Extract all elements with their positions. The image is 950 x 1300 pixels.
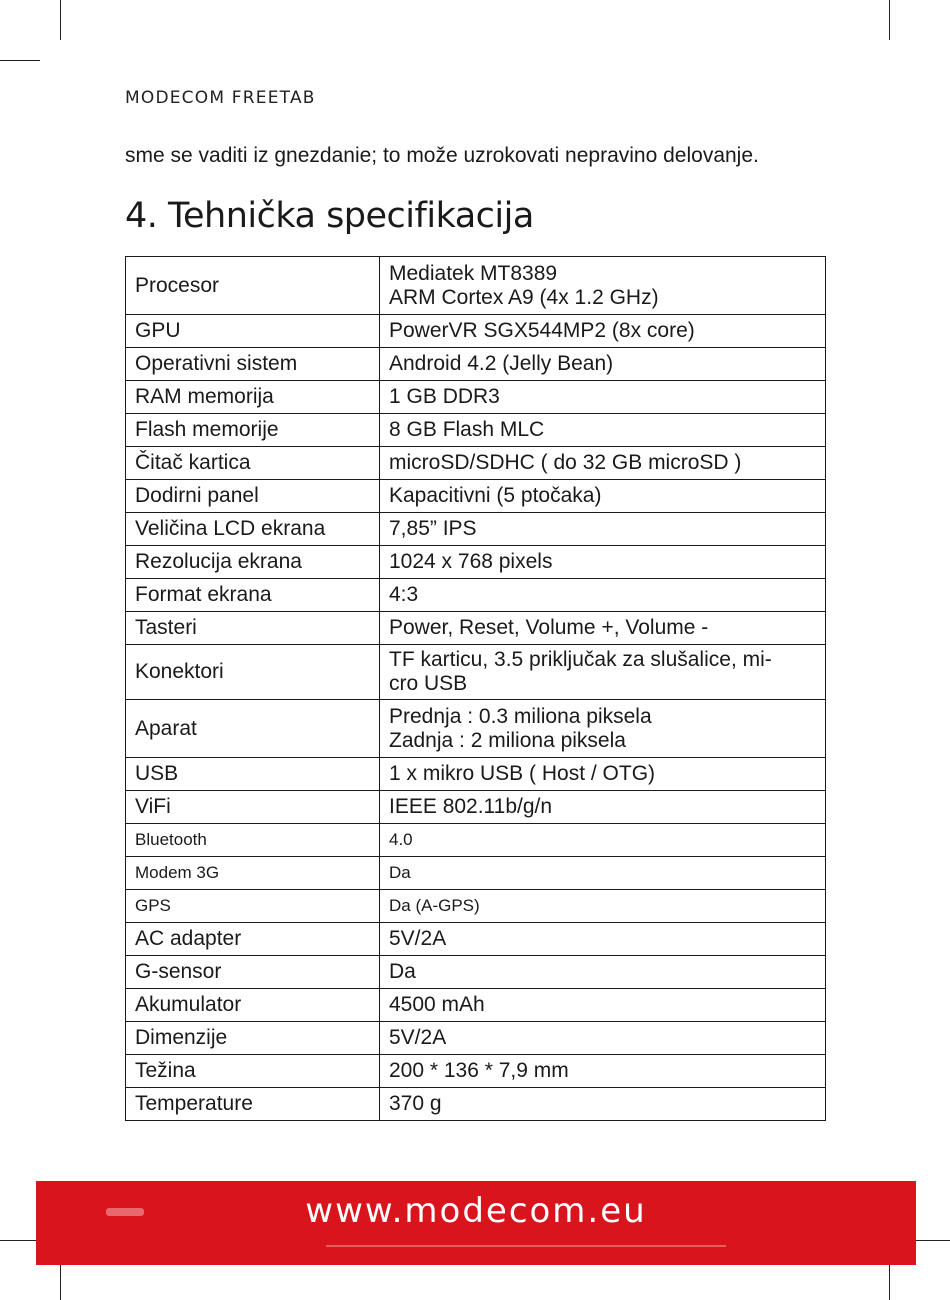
spec-value bbox=[380, 890, 826, 923]
spec-value-line: 1 GB DDR3 bbox=[389, 385, 500, 408]
spec-label: AC adapter bbox=[126, 923, 380, 956]
table-row bbox=[126, 1022, 826, 1055]
spec-value-line: TF karticu, 3.5 priključak za slušalice, mi- bbox=[389, 648, 772, 671]
section-title: Tehnička specifikacija bbox=[168, 196, 534, 236]
spec-label: Konektori bbox=[126, 645, 380, 700]
table-row bbox=[126, 645, 826, 700]
spec-value bbox=[380, 315, 826, 348]
spec-value bbox=[380, 645, 826, 700]
table-row bbox=[126, 579, 826, 612]
table-row bbox=[126, 513, 826, 546]
spec-label: Format ekrana bbox=[126, 579, 380, 612]
spec-value-line: Kapacitivni (5 ptočaka) bbox=[389, 484, 602, 507]
table-row bbox=[126, 824, 826, 857]
crop-mark-top-left-vertical bbox=[60, 0, 61, 40]
spec-value bbox=[380, 348, 826, 381]
table-row bbox=[126, 857, 826, 890]
table-row bbox=[126, 700, 826, 758]
table-row bbox=[126, 956, 826, 989]
spec-label: Modem 3G bbox=[126, 857, 380, 890]
crop-mark-top-left-horizontal bbox=[0, 60, 40, 61]
intro-text: sme se vaditi iz gnezdanie; to može uzrokovati nepravino delovanje. bbox=[125, 144, 759, 167]
spec-label: Flash memorije bbox=[126, 414, 380, 447]
spec-value-line: cro USB bbox=[389, 672, 468, 695]
spec-table bbox=[125, 256, 826, 1121]
footer-url: www.modecom.eu bbox=[305, 1191, 647, 1231]
crop-mark-bottom-left-vertical bbox=[60, 1262, 61, 1300]
spec-label: ViFi bbox=[126, 791, 380, 824]
spec-value-line: Zadnja : 2 miliona piksela bbox=[389, 728, 626, 752]
table-row bbox=[126, 791, 826, 824]
table-row bbox=[126, 414, 826, 447]
table-row bbox=[126, 890, 826, 923]
spec-value-line: Da bbox=[389, 863, 411, 882]
crop-mark-bottom-right-vertical bbox=[889, 1262, 890, 1300]
table-row bbox=[126, 612, 826, 645]
table-row bbox=[126, 315, 826, 348]
spec-label: Tasteri bbox=[126, 612, 380, 645]
spec-value-line: 4.0 bbox=[389, 830, 413, 849]
spec-value bbox=[380, 257, 826, 315]
header-brand: MODECOM FREETAB bbox=[125, 88, 316, 108]
spec-value-line: Power, Reset, Volume +, Volume - bbox=[389, 616, 709, 639]
spec-value-line: 5V/2A bbox=[389, 1026, 447, 1049]
spec-value bbox=[380, 857, 826, 890]
spec-value-line: microSD/SDHC ( do 32 GB microSD ) bbox=[389, 451, 742, 474]
spec-label: Operativni sistem bbox=[126, 348, 380, 381]
crop-mark-top-right-vertical bbox=[889, 0, 890, 40]
spec-label: Dodirni panel bbox=[126, 480, 380, 513]
spec-label: RAM memorija bbox=[126, 381, 380, 414]
spec-value bbox=[380, 1055, 826, 1088]
spec-label: Rezolucija ekrana bbox=[126, 546, 380, 579]
table-row bbox=[126, 480, 826, 513]
spec-value bbox=[380, 791, 826, 824]
spec-label: GPS bbox=[126, 890, 380, 923]
spec-value bbox=[380, 513, 826, 546]
section-number: 4. bbox=[125, 196, 158, 236]
footer-stripe bbox=[326, 1245, 726, 1247]
spec-value-line: Prednja : 0.3 miliona piksela bbox=[389, 704, 652, 728]
table-row bbox=[126, 257, 826, 315]
spec-value-line: ARM Cortex A9 (4x 1.2 GHz) bbox=[389, 285, 659, 309]
spec-value-line: Da (A-GPS) bbox=[389, 896, 480, 915]
spec-value bbox=[380, 824, 826, 857]
spec-label: Dimenzije bbox=[126, 1022, 380, 1055]
spec-label: G-sensor bbox=[126, 956, 380, 989]
crop-mark-bottom-right-horizontal bbox=[912, 1240, 950, 1241]
spec-value bbox=[380, 546, 826, 579]
spec-value-line: Android 4.2 (Jelly Bean) bbox=[389, 352, 614, 375]
table-row bbox=[126, 1088, 826, 1121]
table-row bbox=[126, 546, 826, 579]
table-row bbox=[126, 447, 826, 480]
spec-value bbox=[380, 480, 826, 513]
spec-value-line: 1024 x 768 pixels bbox=[389, 550, 553, 573]
spec-value-line: PowerVR SGX544MP2 (8x core) bbox=[389, 319, 695, 342]
spec-label: Aparat bbox=[126, 700, 380, 758]
spec-value-line: 200 * 136 * 7,9 mm bbox=[389, 1059, 569, 1082]
spec-value bbox=[380, 612, 826, 645]
table-row bbox=[126, 381, 826, 414]
spec-value bbox=[380, 1022, 826, 1055]
spec-label: Procesor bbox=[126, 257, 380, 315]
spec-value bbox=[380, 579, 826, 612]
table-row bbox=[126, 758, 826, 791]
spec-value bbox=[380, 923, 826, 956]
spec-value-line: 1 x mikro USB ( Host / OTG) bbox=[389, 762, 656, 785]
crop-mark-bottom-left-horizontal bbox=[0, 1240, 40, 1241]
spec-value-line: 8 GB Flash MLC bbox=[389, 418, 545, 441]
section-heading bbox=[125, 196, 534, 236]
spec-value bbox=[380, 1088, 826, 1121]
spec-value bbox=[380, 989, 826, 1022]
spec-value bbox=[380, 447, 826, 480]
footer-bar bbox=[36, 1181, 916, 1265]
spec-value-line: 370 g bbox=[389, 1092, 442, 1115]
spec-value-line: 5V/2A bbox=[389, 927, 447, 950]
spec-value bbox=[380, 414, 826, 447]
table-row bbox=[126, 1055, 826, 1088]
spec-label: Temperature bbox=[126, 1088, 380, 1121]
spec-value bbox=[380, 758, 826, 791]
spec-label: Bluetooth bbox=[126, 824, 380, 857]
spec-label: Težina bbox=[126, 1055, 380, 1088]
spec-value-line: 4500 mAh bbox=[389, 993, 485, 1016]
spec-label: Čitač kartica bbox=[126, 447, 380, 480]
spec-value bbox=[380, 381, 826, 414]
spec-label: Akumulator bbox=[126, 989, 380, 1022]
spec-value-line: Mediatek MT8389 bbox=[389, 261, 558, 285]
spec-value-line: 4:3 bbox=[389, 583, 419, 606]
spec-value bbox=[380, 700, 826, 758]
spec-value-line: Da bbox=[389, 960, 416, 983]
spec-label: Veličina LCD ekrana bbox=[126, 513, 380, 546]
table-row bbox=[126, 989, 826, 1022]
spec-value-line: IEEE 802.11b/g/n bbox=[389, 795, 553, 818]
spec-value-line: 7,85” IPS bbox=[389, 517, 477, 540]
spec-label: GPU bbox=[126, 315, 380, 348]
spec-table-body bbox=[126, 257, 826, 1121]
table-row bbox=[126, 923, 826, 956]
spec-value bbox=[380, 956, 826, 989]
spec-label: USB bbox=[126, 758, 380, 791]
table-row bbox=[126, 348, 826, 381]
